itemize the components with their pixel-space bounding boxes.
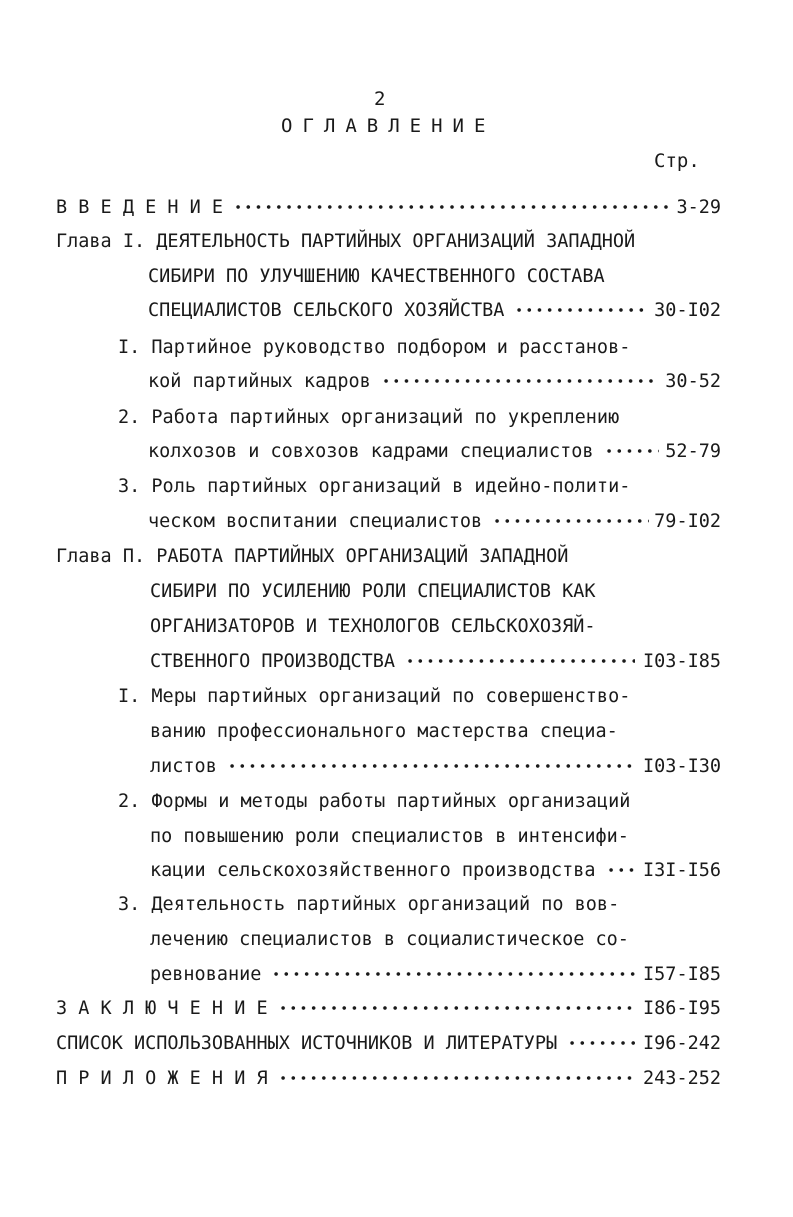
toc-leader-dots: [227, 763, 635, 769]
toc-leader-dots: [606, 867, 635, 873]
toc-entry-ch1-s3-line-1: 3. Роль партийных организаций в идейно-полити-: [118, 476, 631, 497]
toc-entry-ch2-s1-line-1: I. Меры партийных организаций по совершенство-: [118, 686, 631, 707]
toc-leader-dots: [567, 1040, 635, 1046]
toc-page-range: 30-I02: [654, 300, 721, 321]
toc-page-range: I57-I85: [643, 964, 721, 985]
toc-page-range: I03-I30: [643, 756, 721, 777]
toc-leader-dots: [514, 307, 649, 313]
toc-entry-ch2-s3-line-1: 3. Деятельность партийных организаций по вов-: [118, 894, 620, 915]
toc-entry-ch1-s1-line-2: кой партийных кадров: [148, 371, 371, 392]
toc-entry-intro-line-1: В В Е Д Е Н И Е: [56, 197, 224, 218]
toc-entry-ch2-s2-line-1: 2. Формы и методы работы партийных организаций: [118, 791, 631, 812]
toc-entry-ch1-line-3: СПЕЦИАЛИСТОВ СЕЛЬСКОГО ХОЗЯЙСТВА: [148, 300, 505, 321]
toc-entry-conclusion-line-1: З А К Л Ю Ч Е Н И Е: [56, 998, 268, 1019]
toc-page-range: 79-I02: [654, 511, 721, 532]
toc-entry-appendix-line-1: П Р И Л О Ж Е Н И Я: [56, 1068, 268, 1089]
toc-leader-dots: [278, 1075, 635, 1081]
toc-entry-ch2-line-3: ОРГАНИЗАТОРОВ И ТЕХНОЛОГОВ СЕЛЬСКОХОЗЯЙ-: [150, 616, 596, 637]
toc-page-range: 52-79: [665, 441, 721, 462]
toc-entry-ch1-s1-line-1: I. Партийное руководство подбором и расстанов-: [118, 337, 631, 358]
toc-entry-ch1-line-2: СИБИРИ ПО УЛУЧШЕНИЮ КАЧЕСТВЕННОГО СОСТАВА: [148, 266, 605, 287]
toc-leader-dots: [381, 378, 659, 384]
toc-page-range: I03-I85: [643, 651, 721, 672]
toc-entry-ch2-line-1: Глава П. РАБОТА ПАРТИЙНЫХ ОРГАНИЗАЦИЙ ЗАПАДНОЙ: [56, 546, 569, 567]
toc-entry-ch2-s3-line-3: ревнование: [150, 964, 262, 985]
page-number: 2: [374, 88, 386, 110]
toc-page-range: I96-242: [643, 1033, 721, 1054]
toc-leader-dots: [604, 448, 659, 454]
toc-page-range: I86-I95: [643, 998, 721, 1019]
toc-entry-ch2-line-2: СИБИРИ ПО УСИЛЕНИЮ РОЛИ СПЕЦИАЛИСТОВ КАК: [150, 581, 596, 602]
toc-entry-ch1-s3-line-2: ческом воспитании специалистов: [148, 511, 483, 532]
toc-entry-ch2-s3-line-2: лечению специалистов в социалистическое со-: [150, 929, 629, 950]
toc-entry-ch2-s2-line-2: по повышению роли специалистов в интенсифи-: [150, 826, 629, 847]
toc-entry-ch2-s1-line-2: ванию профессионального мастерства специа-: [150, 721, 618, 742]
toc-entry-ch1-line-1: Глава I. ДЕЯТЕЛЬНОСТЬ ПАРТИЙНЫХ ОРГАНИЗАЦИЙ ЗАПАДНОЙ: [56, 231, 636, 252]
toc-entry-sources-line-1: СПИСОК ИСПОЛЬЗОВАННЫХ ИСТОЧНИКОВ И ЛИТЕРАТУРЫ: [56, 1033, 558, 1054]
toc-entry-ch1-s2-line-1: 2. Работа партийных организаций по укреплению: [118, 407, 620, 428]
toc-page-range: 243-252: [643, 1068, 721, 1089]
toc-leader-dots: [492, 518, 649, 524]
toc-page-range: 3-29: [676, 197, 721, 218]
toc-leader-dots: [405, 658, 635, 664]
toc-entry-ch1-s2-line-2: колхозов и совхозов кадрами специалистов: [148, 441, 594, 462]
toc-entry-ch2-s2-line-3: кации сельскохозяйственного производства: [150, 860, 596, 881]
toc-entry-ch2-line-4: СТВЕННОГО ПРОИЗВОДСТВА: [150, 651, 396, 672]
toc-leader-dots: [278, 1005, 635, 1011]
page-title: ОГЛАВЛЕНИЕ: [281, 115, 496, 137]
toc-entry-ch2-s1-line-3: листов: [150, 756, 217, 777]
toc-page-range: 30-52: [665, 371, 721, 392]
toc-page-range: I3I-I56: [643, 860, 721, 881]
pages-column-header: Стр.: [654, 150, 700, 172]
toc-leader-dots: [271, 971, 635, 977]
toc-leader-dots: [233, 204, 669, 210]
